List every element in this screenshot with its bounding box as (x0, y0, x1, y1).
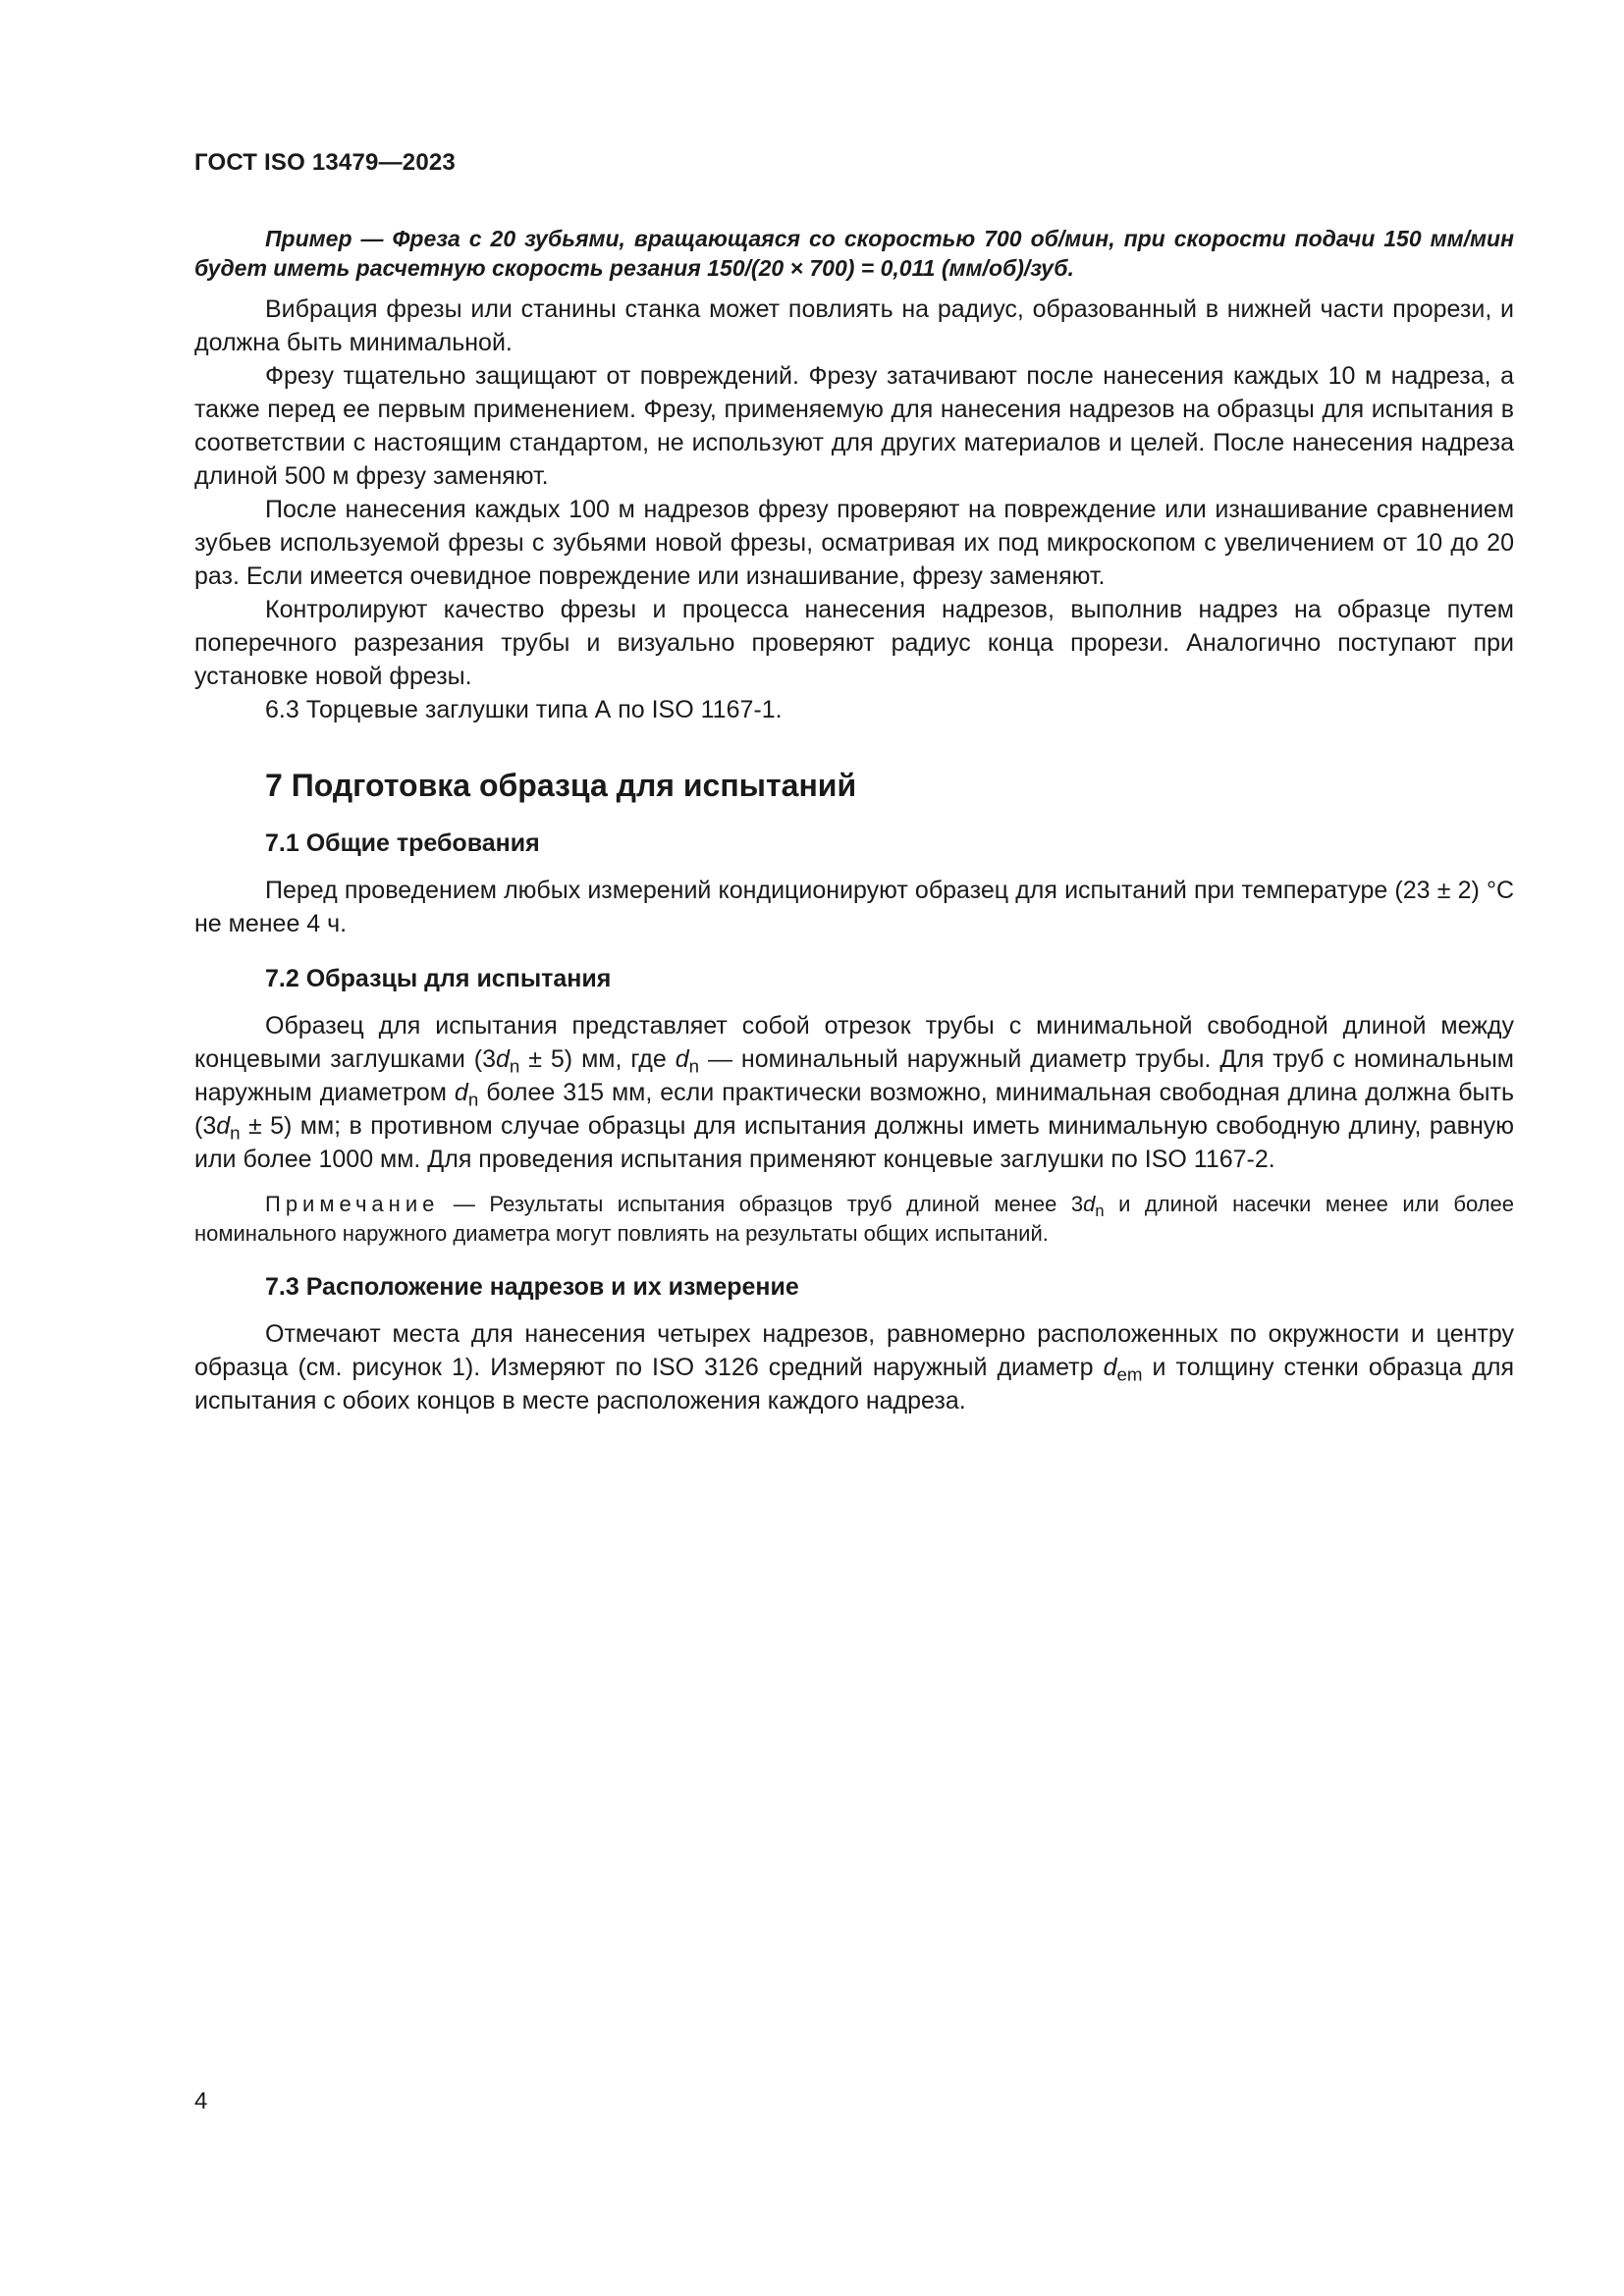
text-run: и длиной насечки менее или более номинального наружного диаметра могут повлиять на результаты общих испытаний. (194, 1192, 1514, 1246)
page-content (194, 224, 1514, 1417)
symbol-d: d (1083, 1192, 1096, 1216)
text-run: Образец для испытания представляет собой отрезок трубы с минимальной свободной длиной между концевыми заглушками (3 (194, 1012, 1514, 1073)
symbol-d: d (1103, 1354, 1117, 1381)
section-7-1-title: 7.1 Общие требования (265, 829, 540, 857)
paragraph-cutter-protection: Фрезу тщательно защищают от повреждений. Фрезу затачивают после нанесения каждых 10 м надреза, а также перед ее первым применением. Фрезу, применяемую для нанесения надрезов на образцы для испытания в соответствии с настоящим стандартом, не используют для других материалов и целей. После нанесения надреза длиной 500 м фрезу заменяют. (194, 362, 1514, 490)
text-run: ± 5) мм, где (519, 1045, 676, 1073)
text-run: более 315 мм, если практически возможно, минимальная свободная длина должна быть (3 (194, 1079, 1514, 1140)
subscript-n: n (230, 1122, 241, 1144)
text-run: Отмечают места для нанесения четырех надрезов, равномерно расположенных по окружности и центру образца (см. рисунок 1). Измеряют по ISO 3126 средний наружный диаметр (194, 1320, 1514, 1381)
paragraph-cutter-inspection: После нанесения каждых 100 м надрезов фрезу проверяют на повреждение или изнашивание сравнением зубьев используемой фрезы с зубьями новой фрезы, осматривая их под микроскопом с увеличением от 10 до 20 раз. Если имеется очевидное повреждение или изнашивание, фрезу заменяют. (194, 496, 1514, 590)
page-number: 4 (194, 2088, 208, 2114)
document-code-header: ГОСТ ISO 13479—2023 (194, 149, 456, 176)
subscript-n: n (509, 1055, 520, 1077)
subscript-n: n (1095, 1201, 1105, 1220)
paragraph-6-3: 6.3 Торцевые заглушки типа А по ISO 1167-1. (265, 696, 783, 723)
text-run: ± 5) мм; в противном случае образцы для испытания должны иметь минимальную свободную длину, равную или более 1000 мм. Для проведения испытания применяют концевые заглушки по ISO 1167-2. (194, 1112, 1514, 1173)
subscript-em: em (1116, 1363, 1143, 1385)
example-paragraph: Пример — Фреза с 20 зубьями, вращающаяся со скоростью 700 об/мин, при скорости подачи 150 мм/мин будет иметь расчетную скорость резания 150/(20 × 700) = 0,011 (мм/об)/зуб. (194, 226, 1514, 281)
section-7-3-text (194, 1317, 1514, 1417)
section-7-title: 7 Подготовка образца для испытаний (265, 768, 857, 803)
symbol-d: d (216, 1112, 231, 1140)
subscript-n: n (467, 1089, 479, 1110)
section-7-2-text (194, 1009, 1514, 1176)
note-paragraph (194, 1190, 1514, 1249)
paragraph-quality-control: Контролируют качество фрезы и процесса нанесения надрезов, выполнив надрез на образце путем поперечного разрезания трубы и визуально проверяют радиус конца прорези. Аналогично поступают при установке новой фрезы. (194, 596, 1514, 690)
note-label: Примечание (265, 1192, 440, 1216)
paragraph-vibration: Вибрация фрезы или станины станка может повлиять на радиус, образованный в нижней части прорези, и должна быть минимальной. (194, 295, 1514, 356)
section-7-2-title: 7.2 Образцы для испытания (265, 965, 612, 992)
symbol-d: d (495, 1045, 510, 1073)
text-run: — Результаты испытания образцов труб длиной менее 3 (439, 1192, 1084, 1216)
subscript-n: n (688, 1055, 700, 1077)
section-7-1-text: Перед проведением любых измерений кондиционируют образец для испытаний при температуре (23 ± 2) °С не менее 4 ч. (194, 877, 1514, 937)
text-run: — номинальный наружный диаметр трубы. Для труб с номинальным наружным диаметром (194, 1045, 1514, 1106)
section-7-3-title: 7.3 Расположение надрезов и их измерение (265, 1273, 799, 1301)
symbol-d: d (454, 1079, 468, 1106)
text-run: и толщину стенки образца для испытания с обоих концов в месте расположения каждого надреза. (194, 1354, 1514, 1415)
symbol-d: d (675, 1045, 689, 1073)
